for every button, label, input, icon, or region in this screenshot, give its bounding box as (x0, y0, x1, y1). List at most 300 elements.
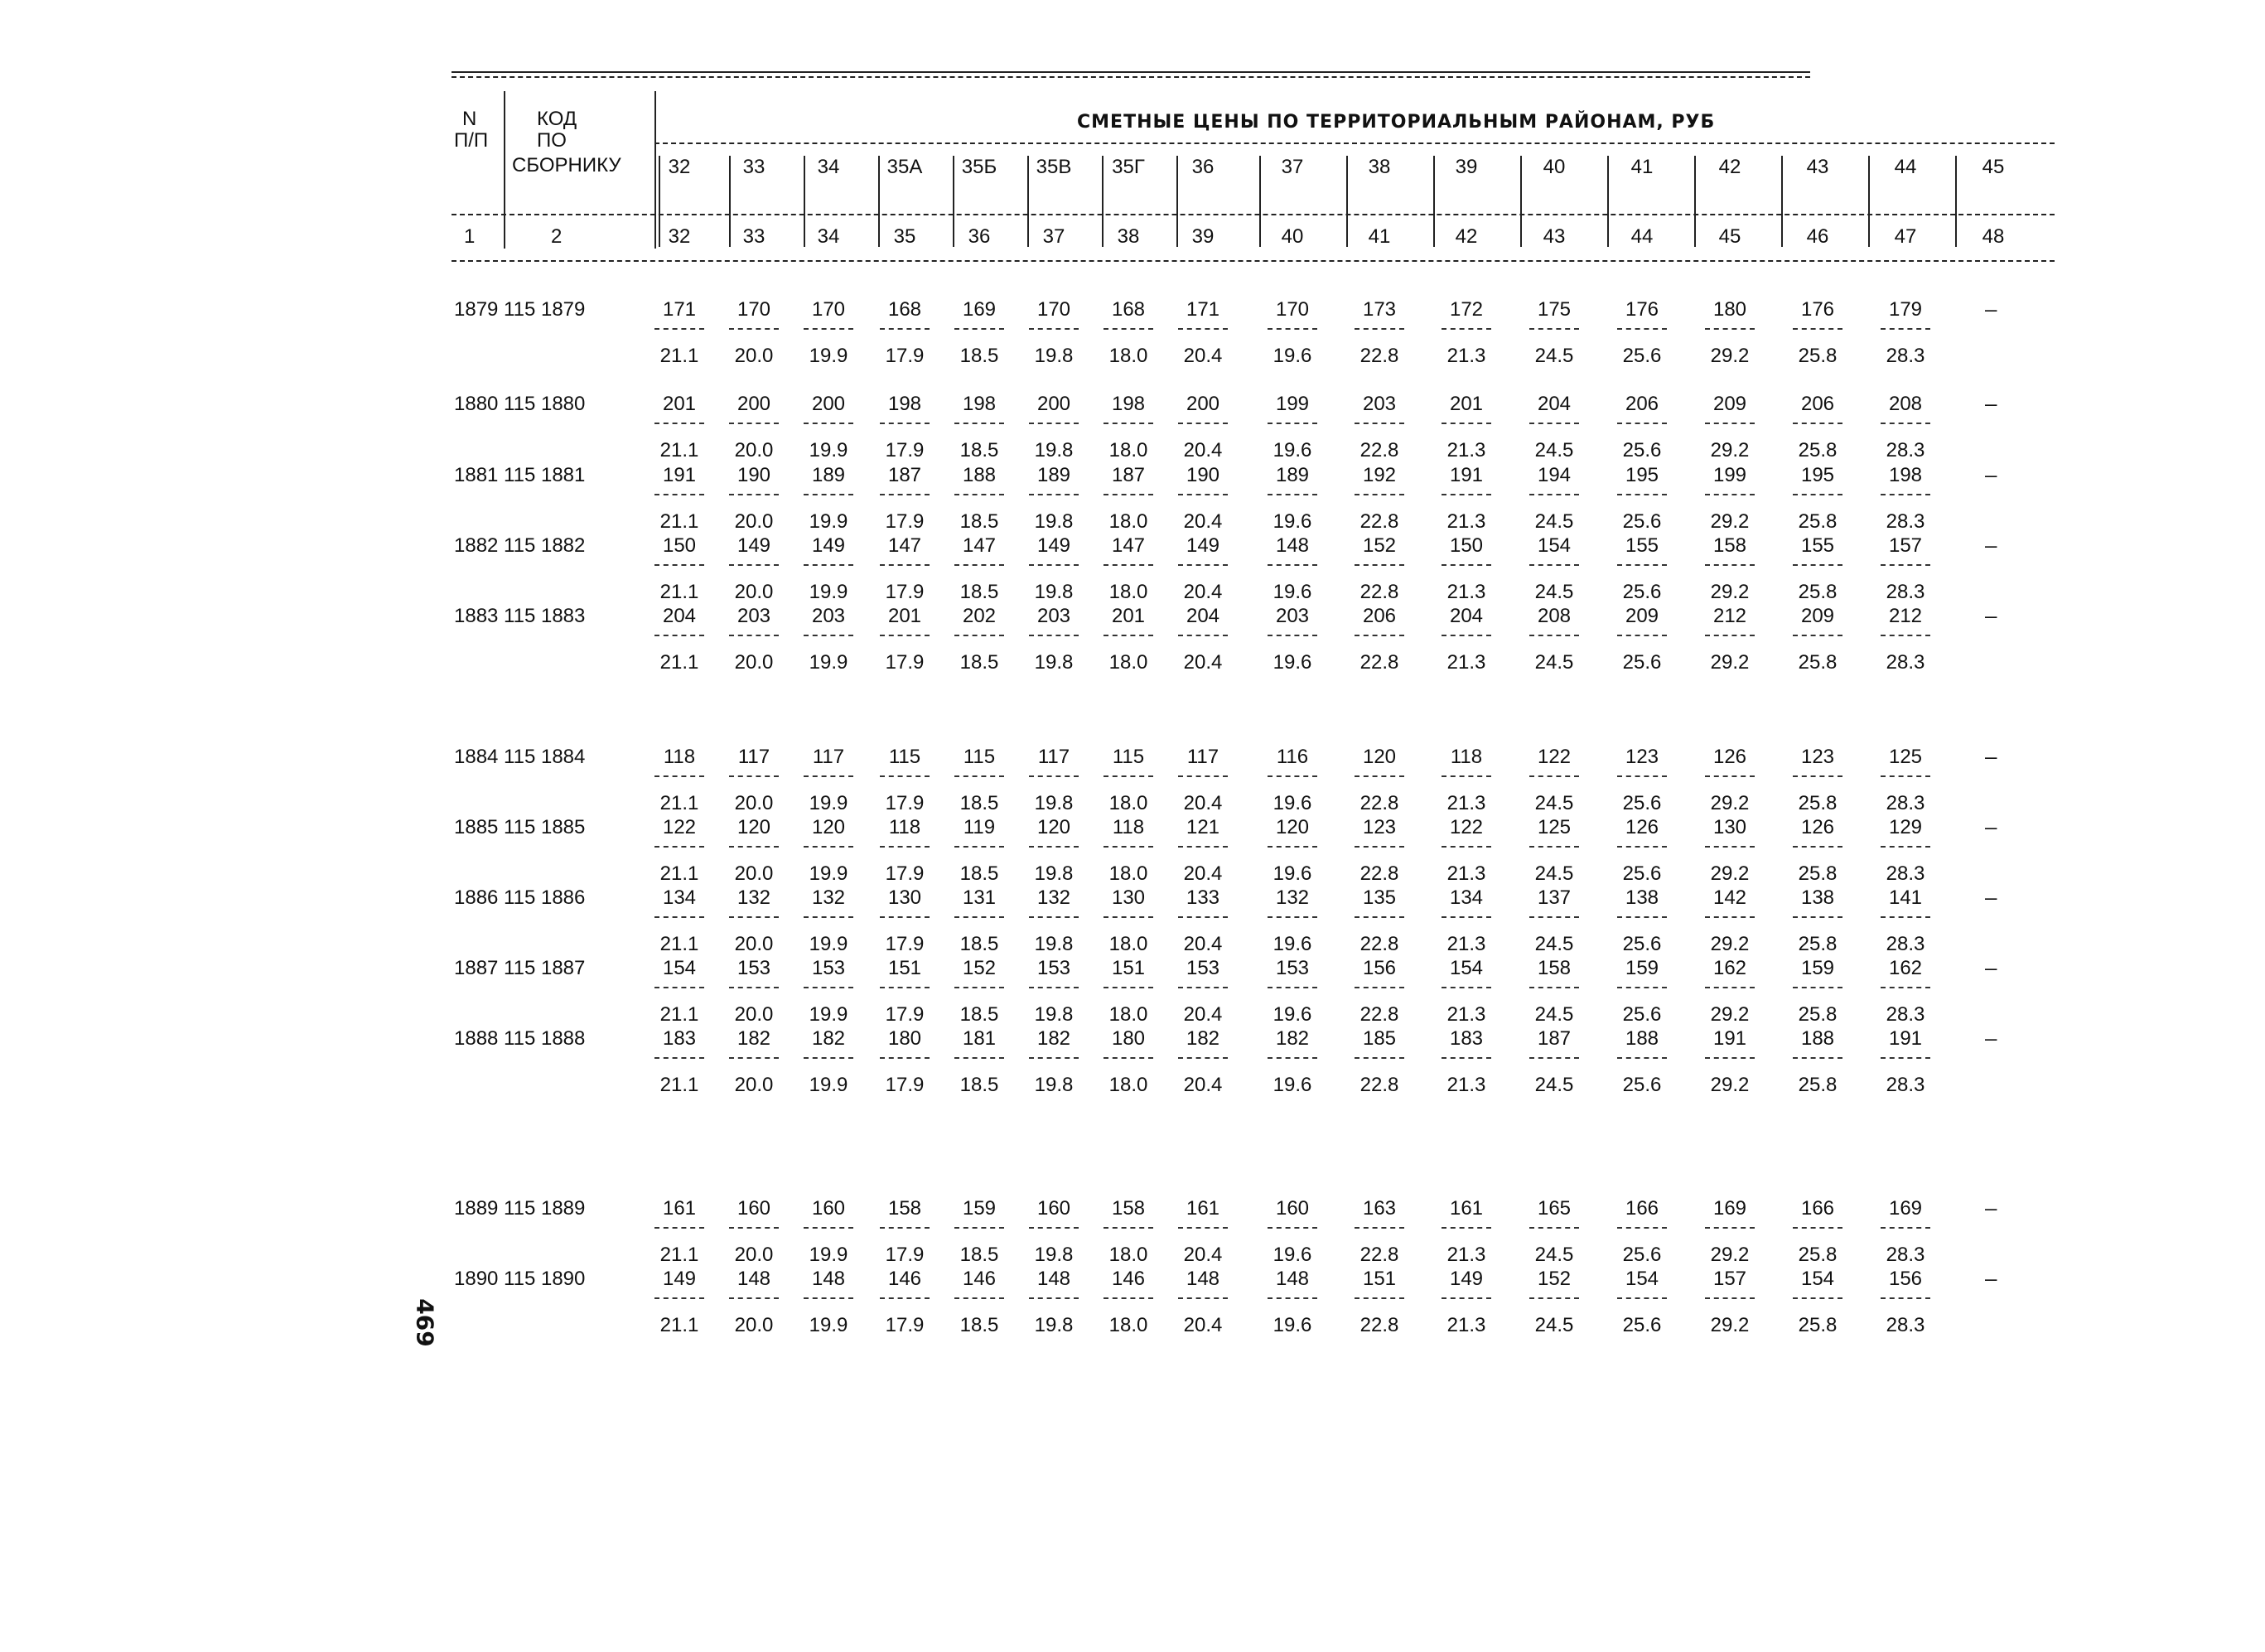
row-denominator: 29.2 (1710, 862, 1750, 885)
row-denominator: 20.0 (734, 1003, 774, 1026)
col-number: 40 (1281, 225, 1304, 248)
fraction-line (1529, 916, 1579, 918)
fraction-line (1442, 1297, 1491, 1299)
fraction-line (1104, 775, 1153, 777)
row-denominator: 19.9 (809, 1244, 848, 1266)
row-code: 1890 115 1890 (454, 1268, 586, 1290)
row-value: 161 (1186, 1197, 1220, 1220)
fraction-line (804, 1227, 853, 1229)
region-sep (1694, 156, 1696, 247)
row-denominator: 28.3 (1886, 651, 1925, 674)
row-value: 126 (1800, 816, 1835, 838)
row-value: 200 (1186, 393, 1220, 415)
row-value: 121 (1186, 816, 1220, 838)
fraction-line (1529, 494, 1579, 495)
fraction-line (1355, 916, 1404, 918)
fraction-line (729, 987, 779, 988)
fraction-line (1029, 1227, 1079, 1229)
row-denominator: 21.1 (659, 862, 699, 885)
row-denominator: 22.8 (1359, 345, 1399, 367)
row-denominator: 18.0 (1108, 651, 1148, 674)
row-denominator: 29.2 (1710, 510, 1750, 533)
row-value: 148 (1036, 1268, 1071, 1290)
row-denominator: 19.8 (1034, 792, 1074, 814)
fraction-line (1442, 916, 1491, 918)
row-value: 156 (1888, 1268, 1923, 1290)
row-value: 153 (1036, 957, 1071, 979)
row-denominator: 22.8 (1359, 581, 1399, 603)
row-denominator: 21.1 (659, 581, 699, 603)
row-denominator: 25.6 (1622, 651, 1662, 674)
fraction-line (1881, 916, 1930, 918)
fraction-line (1104, 1057, 1153, 1059)
header-vbar-0 (504, 91, 505, 249)
col-num-2: 2 (551, 225, 563, 248)
fraction-line (1442, 1227, 1491, 1229)
fraction-line (880, 564, 930, 566)
row-value: 130 (887, 886, 922, 909)
row-denominator: 25.8 (1798, 345, 1838, 367)
fraction-line (1881, 494, 1930, 495)
row-value: 125 (1537, 816, 1572, 838)
fraction-line (1178, 846, 1228, 848)
row-value: 173 (1362, 298, 1397, 321)
fraction-line (954, 1057, 1004, 1059)
col-number: 37 (1042, 225, 1065, 248)
row-denominator: 20.4 (1183, 651, 1223, 674)
fraction-line (1881, 1297, 1930, 1299)
row-denominator: 24.5 (1534, 581, 1574, 603)
row-value: 154 (1625, 1268, 1659, 1290)
col-np-l2: П/П (454, 129, 489, 152)
row-value: 149 (1449, 1268, 1484, 1290)
row-value: 170 (1275, 298, 1310, 321)
row-denominator: 19.9 (809, 862, 848, 885)
fraction-line (1705, 916, 1755, 918)
fraction-line (954, 1227, 1004, 1229)
row-denominator: 19.8 (1034, 439, 1074, 461)
row-value: 134 (1449, 886, 1484, 909)
row-value: 182 (1186, 1027, 1220, 1050)
region-label: 44 (1894, 156, 1917, 178)
row-value: 122 (1537, 746, 1572, 768)
row-value: 150 (1449, 534, 1484, 557)
row-denominator: 20.4 (1183, 345, 1223, 367)
row-value: 118 (1450, 746, 1483, 768)
fraction-line (1529, 635, 1579, 636)
row-value: 187 (887, 464, 922, 486)
row-last-col: – (1985, 605, 1997, 628)
row-value: 160 (1036, 1197, 1071, 1220)
row-last-col: – (1985, 816, 1997, 839)
fraction-line (1793, 635, 1842, 636)
row-value: 148 (1275, 534, 1310, 557)
fraction-line (880, 423, 930, 424)
row-value: 153 (1275, 957, 1310, 979)
row-value: 153 (811, 957, 846, 979)
row-denominator: 18.5 (959, 1074, 999, 1096)
fraction-line (1529, 423, 1579, 424)
row-value: 175 (1537, 298, 1572, 321)
row-value: 133 (1186, 886, 1220, 909)
row-value: 152 (962, 957, 997, 979)
fraction-line (1793, 1057, 1842, 1059)
row-denominator: 29.2 (1710, 1244, 1750, 1266)
fraction-line (1617, 494, 1667, 495)
row-denominator: 29.2 (1710, 345, 1750, 367)
row-denominator: 18.5 (959, 510, 999, 533)
row-denominator: 17.9 (885, 1244, 925, 1266)
fraction-line (954, 328, 1004, 330)
row-value: 204 (662, 605, 697, 627)
row-denominator: 19.6 (1273, 345, 1312, 367)
row-denominator: 28.3 (1886, 792, 1925, 814)
row-denominator: 20.4 (1183, 792, 1223, 814)
row-code: 1881 115 1881 (454, 464, 586, 486)
row-denominator: 28.3 (1886, 933, 1925, 955)
row-denominator: 18.5 (959, 651, 999, 674)
row-denominator: 19.9 (809, 651, 848, 674)
row-value: 160 (811, 1197, 846, 1220)
fraction-line (1705, 423, 1755, 424)
fraction-line (1104, 423, 1153, 424)
fraction-line (954, 1297, 1004, 1299)
row-value: 135 (1362, 886, 1397, 909)
region-sep (1781, 156, 1783, 247)
row-value: 122 (662, 816, 697, 838)
region-label: 39 (1455, 156, 1478, 178)
row-value: 195 (1800, 464, 1835, 486)
row-value: 126 (1625, 816, 1659, 838)
row-value: 120 (811, 816, 846, 838)
fraction-line (1104, 494, 1153, 495)
row-denominator: 20.0 (734, 792, 774, 814)
row-denominator: 18.0 (1108, 1314, 1148, 1336)
row-denominator: 22.8 (1359, 1314, 1399, 1336)
row-value: 204 (1186, 605, 1220, 627)
fraction-line (1442, 775, 1491, 777)
row-value: 149 (1186, 534, 1220, 557)
row-value: 122 (1449, 816, 1484, 838)
row-value: 179 (1888, 298, 1923, 321)
row-value: 132 (1275, 886, 1310, 909)
row-denominator: 20.0 (734, 862, 774, 885)
row-value: 123 (1362, 816, 1397, 838)
row-denominator: 21.3 (1446, 510, 1486, 533)
row-value: 212 (1888, 605, 1923, 627)
row-value: 192 (1362, 464, 1397, 486)
fraction-line (804, 423, 853, 424)
fraction-line (804, 916, 853, 918)
row-value: 209 (1800, 605, 1835, 627)
row-denominator: 20.0 (734, 651, 774, 674)
fraction-line (954, 635, 1004, 636)
fraction-line (1104, 1297, 1153, 1299)
fraction-line (1529, 1227, 1579, 1229)
row-denominator: 19.9 (809, 933, 848, 955)
col-code-l1: КОД (537, 108, 577, 130)
fraction-line (1178, 987, 1228, 988)
row-denominator: 19.8 (1034, 345, 1074, 367)
fraction-line (1705, 1057, 1755, 1059)
row-denominator: 20.0 (734, 345, 774, 367)
row-value: 154 (1449, 957, 1484, 979)
row-denominator: 17.9 (885, 581, 925, 603)
fraction-line (729, 494, 779, 495)
fraction-line (1268, 564, 1317, 566)
col-number: 34 (817, 225, 840, 248)
row-value: 201 (1449, 393, 1484, 415)
col-number: 41 (1368, 225, 1391, 248)
row-denominator: 24.5 (1534, 1003, 1574, 1026)
fraction-line (1442, 635, 1491, 636)
row-code: 1880 115 1880 (454, 393, 586, 415)
row-value: 183 (1449, 1027, 1484, 1050)
row-value: 190 (736, 464, 771, 486)
fraction-line (729, 1297, 779, 1299)
row-value: 115 (1112, 746, 1145, 768)
row-denominator: 18.5 (959, 933, 999, 955)
row-denominator: 17.9 (885, 1003, 925, 1026)
fraction-line (1793, 494, 1842, 495)
row-denominator: 19.8 (1034, 862, 1074, 885)
row-value: 187 (1537, 1027, 1572, 1050)
fraction-line (1104, 635, 1153, 636)
fraction-line (1355, 775, 1404, 777)
fraction-line (1355, 328, 1404, 330)
row-value: 158 (887, 1197, 922, 1220)
row-last-col: – (1985, 957, 1997, 980)
fraction-line (1442, 846, 1491, 848)
fraction-line (1617, 1297, 1667, 1299)
row-denominator: 25.8 (1798, 1314, 1838, 1336)
row-value: 203 (1036, 605, 1071, 627)
row-value: 191 (1712, 1027, 1747, 1050)
row-denominator: 21.1 (659, 510, 699, 533)
row-value: 119 (963, 816, 996, 838)
row-denominator: 19.9 (809, 792, 848, 814)
row-value: 125 (1888, 746, 1923, 768)
fraction-line (1617, 564, 1667, 566)
fraction-line (1793, 328, 1842, 330)
row-value: 198 (1111, 393, 1146, 415)
fraction-line (1705, 328, 1755, 330)
row-denominator: 21.1 (659, 1074, 699, 1096)
row-value: 146 (1111, 1268, 1146, 1290)
fraction-line (729, 423, 779, 424)
fraction-line (1268, 987, 1317, 988)
fraction-line (1793, 1297, 1842, 1299)
row-value: 201 (887, 605, 922, 627)
row-value: 148 (1275, 1268, 1310, 1290)
fraction-line (1029, 328, 1079, 330)
row-denominator: 21.1 (659, 651, 699, 674)
row-value: 171 (1186, 298, 1220, 321)
region-label: 32 (668, 156, 691, 178)
fraction-line (880, 987, 930, 988)
row-denominator: 24.5 (1534, 1314, 1574, 1336)
row-denominator: 28.3 (1886, 1074, 1925, 1096)
row-value: 199 (1275, 393, 1310, 415)
row-denominator: 29.2 (1710, 439, 1750, 461)
row-value: 172 (1449, 298, 1484, 321)
row-value: 151 (887, 957, 922, 979)
row-value: 154 (1800, 1268, 1835, 1290)
row-code: 1886 115 1886 (454, 886, 586, 909)
row-denominator: 25.6 (1622, 1003, 1662, 1026)
row-denominator: 20.4 (1183, 439, 1223, 461)
fraction-line (1355, 494, 1404, 495)
row-denominator: 19.9 (809, 1074, 848, 1096)
row-denominator: 17.9 (885, 510, 925, 533)
region-label: 38 (1368, 156, 1391, 178)
row-value: 203 (1275, 605, 1310, 627)
row-denominator: 25.8 (1798, 439, 1838, 461)
fraction-line (1793, 1227, 1842, 1229)
row-denominator: 25.6 (1622, 792, 1662, 814)
region-label: 36 (1191, 156, 1215, 178)
fraction-line (954, 775, 1004, 777)
row-value: 199 (1712, 464, 1747, 486)
row-value: 116 (1276, 746, 1309, 768)
fraction-line (1178, 1297, 1228, 1299)
col-np-l1: N (462, 108, 477, 130)
fraction-line (1029, 635, 1079, 636)
row-denominator: 18.0 (1108, 792, 1148, 814)
fraction-line (1029, 564, 1079, 566)
fraction-line (1268, 328, 1317, 330)
fraction-line (880, 635, 930, 636)
row-denominator: 20.0 (734, 933, 774, 955)
row-last-col: – (1985, 393, 1997, 416)
row-denominator: 21.3 (1446, 345, 1486, 367)
row-value: 188 (1625, 1027, 1659, 1050)
row-denominator: 20.4 (1183, 933, 1223, 955)
row-value: 118 (663, 746, 696, 768)
col-number: 42 (1455, 225, 1478, 248)
fraction-line (654, 635, 704, 636)
fraction-line (729, 1057, 779, 1059)
row-denominator: 21.3 (1446, 792, 1486, 814)
fraction-line (1178, 635, 1228, 636)
fraction-line (1617, 1227, 1667, 1229)
region-label: 33 (742, 156, 765, 178)
row-denominator: 18.0 (1108, 933, 1148, 955)
fraction-line (1029, 846, 1079, 848)
fraction-line (654, 1227, 704, 1229)
row-value: 169 (1888, 1197, 1923, 1220)
row-value: 187 (1111, 464, 1146, 486)
row-denominator: 20.0 (734, 1074, 774, 1096)
row-denominator: 17.9 (885, 933, 925, 955)
row-denominator: 24.5 (1534, 651, 1574, 674)
row-denominator: 25.8 (1798, 1244, 1838, 1266)
fraction-line (1881, 1057, 1930, 1059)
row-value: 138 (1625, 886, 1659, 909)
region-label: 35Г (1112, 156, 1145, 178)
row-value: 120 (736, 816, 771, 838)
row-last-col: – (1985, 298, 1997, 321)
row-denominator: 21.3 (1446, 1074, 1486, 1096)
fraction-line (1355, 1297, 1404, 1299)
fraction-line (804, 635, 853, 636)
row-denominator: 29.2 (1710, 581, 1750, 603)
row-denominator: 28.3 (1886, 510, 1925, 533)
fraction-line (1881, 846, 1930, 848)
fraction-line (1178, 916, 1228, 918)
row-value: 158 (1111, 1197, 1146, 1220)
fraction-line (1705, 846, 1755, 848)
row-denominator: 20.0 (734, 439, 774, 461)
row-denominator: 21.3 (1446, 1244, 1486, 1266)
row-denominator: 22.8 (1359, 792, 1399, 814)
row-denominator: 20.4 (1183, 1003, 1223, 1026)
region-label: 37 (1281, 156, 1304, 178)
row-value: 204 (1449, 605, 1484, 627)
row-denominator: 20.0 (734, 1244, 774, 1266)
row-denominator: 20.0 (734, 510, 774, 533)
row-denominator: 25.8 (1798, 581, 1838, 603)
fraction-line (654, 846, 704, 848)
region-label: 40 (1543, 156, 1566, 178)
row-denominator: 22.8 (1359, 933, 1399, 955)
fraction-line (1104, 987, 1153, 988)
row-denominator: 18.5 (959, 1244, 999, 1266)
row-denominator: 29.2 (1710, 651, 1750, 674)
row-denominator: 21.3 (1446, 581, 1486, 603)
row-denominator: 17.9 (885, 1074, 925, 1096)
row-value: 176 (1800, 298, 1835, 321)
row-value: 156 (1362, 957, 1397, 979)
row-value: 155 (1625, 534, 1659, 557)
row-value: 152 (1362, 534, 1397, 557)
row-denominator: 19.6 (1273, 933, 1312, 955)
fraction-line (1178, 423, 1228, 424)
row-denominator: 19.6 (1273, 1074, 1312, 1096)
row-value: 198 (962, 393, 997, 415)
fraction-line (804, 1057, 853, 1059)
row-denominator: 19.6 (1273, 581, 1312, 603)
col-number: 46 (1806, 225, 1829, 248)
row-code: 1883 115 1883 (454, 605, 586, 627)
fraction-line (729, 775, 779, 777)
fraction-line (1705, 987, 1755, 988)
fraction-line (880, 775, 930, 777)
page-number: 469 (411, 1298, 439, 1347)
row-denominator: 18.0 (1108, 862, 1148, 885)
row-value: 182 (811, 1027, 846, 1050)
row-value: 209 (1625, 605, 1659, 627)
row-value: 169 (962, 298, 997, 321)
row-value: 148 (1186, 1268, 1220, 1290)
row-value: 189 (1036, 464, 1071, 486)
fraction-line (1442, 1057, 1491, 1059)
row-denominator: 29.2 (1710, 792, 1750, 814)
row-code: 1884 115 1884 (454, 746, 586, 768)
fraction-line (1029, 1297, 1079, 1299)
row-value: 118 (888, 816, 921, 838)
row-denominator: 19.6 (1273, 510, 1312, 533)
row-denominator: 28.3 (1886, 1003, 1925, 1026)
row-denominator: 28.3 (1886, 439, 1925, 461)
row-denominator: 24.5 (1534, 792, 1574, 814)
row-value: 129 (1888, 816, 1923, 838)
row-value: 162 (1712, 957, 1747, 979)
row-code: 1882 115 1882 (454, 534, 586, 557)
fraction-line (1793, 564, 1842, 566)
fraction-line (804, 987, 853, 988)
row-value: 120 (1275, 816, 1310, 838)
